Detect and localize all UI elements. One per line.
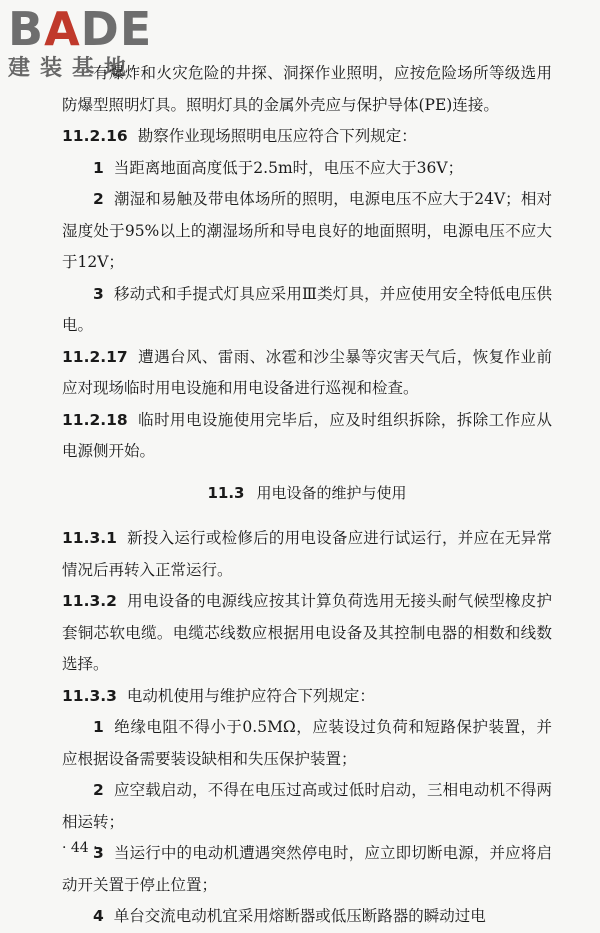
clause-11-2-16-item-3: 3 移动式和手提式灯具应采用Ⅲ类灯具，并应使用安全特低电压供电。	[62, 284, 552, 334]
clause-11-2-16-item-2: 2 潮湿和易触及带电体场所的照明，电源电压不应大于24V；相对湿度处于95%以上的潮湿场所和导电良好的地面照明，电源电压不应大于12V；	[62, 190, 552, 271]
paragraph-continuation: 有爆炸和火灾危险的井探、洞探作业照明，应按危险场所等级选用防爆型照明灯具。照明灯具的金属外壳应与保护导体(PE)连接。	[62, 64, 552, 114]
clause-11-2-16-item-1: 1 当距离地面高度低于2.5m时，电压不应大于36V；	[93, 158, 464, 177]
section-heading: 11.3 用电设备的维护与使用	[207, 483, 407, 502]
page-number: · 44 ·	[62, 840, 98, 856]
clause-11-2-17: 11.2.17 遭遇台风、雷雨、冰雹和沙尘暴等灾害天气后，恢复作业前应对现场临时用电设施和用电设备进行巡视和检查。	[62, 347, 552, 397]
watermark-brand: BADE	[8, 2, 153, 56]
clause-11-3-3-item-4: 4 单台交流电动机宜采用熔断器或低压断路器的瞬动过电	[93, 907, 486, 925]
clause-11-3-2: 11.3.2 用电设备的电源线应按其计算负荷选用无接头耐气候型橡皮护套铜芯软电缆。电缆芯线数应根据用电设备及其控制电器的相数和线数选择。	[62, 592, 552, 673]
clause-11-3-3-item-2: 2 应空载启动，不得在电压过高或过低时启动，三相电动机不得两相运转；	[62, 781, 552, 831]
clause-11-3-3: 11.3.3 电动机使用与维护应符合下列规定：	[62, 686, 375, 705]
document-page	[62, 58, 552, 933]
watermark-subtitle: 建装基地	[8, 56, 137, 81]
clause-11-3-3-item-3: 3 当运行中的电动机遭遇突然停电时，应立即切断电源，并应将启动开关置于停止位置；	[62, 844, 552, 894]
clause-11-2-18: 11.2.18 临时用电设施使用完毕后，应及时组织拆除，拆除工作应从电源侧开始。	[62, 410, 552, 460]
clause-11-3-1: 11.3.1 新投入运行或检修后的用电设备应进行试运行，并应在无异常情况后再转入正常运行。	[62, 529, 552, 579]
clause-11-2-16: 11.2.16 勘察作业现场照明电压应符合下列规定：	[62, 127, 417, 145]
clause-11-3-3-item-1: 1 绝缘电阻不得小于0.5MΩ，应装设过负荷和短路保护装置，并应根据设备需要装设缺相和失压保护装置；	[62, 718, 552, 768]
